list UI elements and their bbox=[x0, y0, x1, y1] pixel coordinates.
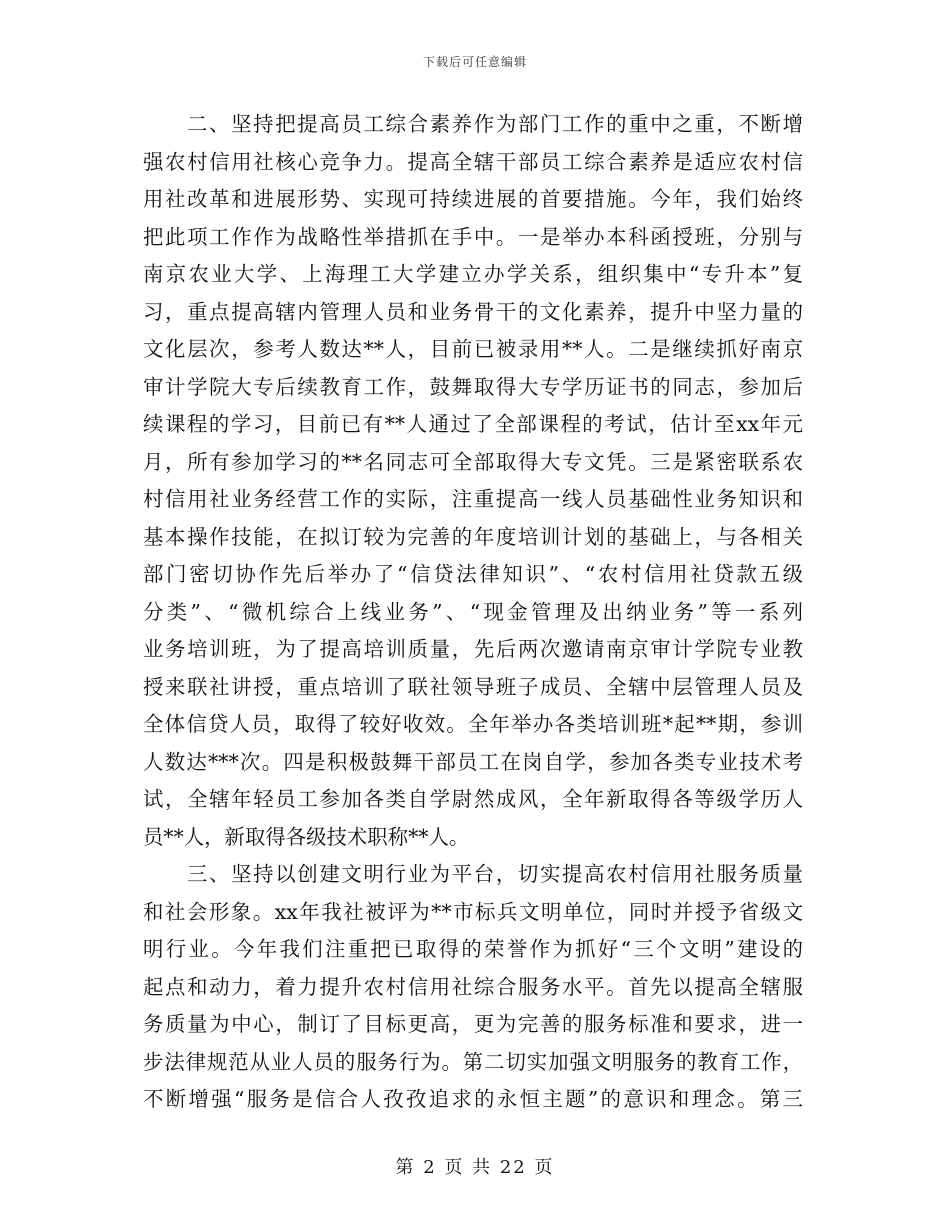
text-line: 南京农业大学、上海理工大学建立办学关系，组织集中“专升本”复 bbox=[143, 262, 803, 286]
text-line: 和社会形象。xx年我社被评为**市标兵文明单位，同时并授予省级文 bbox=[143, 899, 803, 924]
text-line: 村信用社业务经营工作的实际，注重提高一线人员基础性业务知识和 bbox=[143, 487, 803, 511]
paragraph-3 bbox=[143, 856, 803, 1119]
text-line: 步法律规范从业人员的服务行为。第二切实加强文明服务的教育工作， bbox=[143, 1049, 803, 1074]
page-number-footer: 第 2 页 共 22 页 bbox=[395, 1157, 555, 1178]
text-line: 不断增强“服务是信合人孜孜追求的永恒主题”的意识和理念。第三 bbox=[143, 1087, 803, 1111]
text-line: 人数达***次。四是积极鼓舞干部员工在岗自学，参加各类专业技术考 bbox=[143, 749, 803, 774]
text-line: 分类”、“微机综合上线业务”、“现金管理及出纳业务”等一系列 bbox=[143, 599, 803, 624]
text-line: 基本操作技能，在拟订较为完善的年度培训计划的基础上，与各相关 bbox=[143, 524, 803, 549]
text-line: 用社改革和进展形势、实现可持续进展的首要措施。今年，我们始终 bbox=[143, 187, 803, 211]
text-line: 务质量为中心，制订了目标更高，更为完善的服务标准和要求，进一 bbox=[143, 1012, 803, 1036]
text-line: 业务培训班，为了提高培训质量，先后两次邀请南京审计学院专业教 bbox=[143, 637, 803, 661]
text-line: 授来联社讲授，重点培训了联社领导班子成员、全辖中层管理人员及 bbox=[143, 674, 803, 699]
text-line: 明行业。今年我们注重把已取得的荣誉作为抓好“三个文明”建设的 bbox=[143, 937, 803, 961]
page-header-note: 下载后可任意编辑 bbox=[422, 55, 527, 69]
text-line: 习，重点提高辖内管理人员和业务骨干的文化素养，提升中坚力量的 bbox=[143, 299, 803, 324]
text-line: 续课程的学习，目前已有**人通过了全部课程的考试，估计至xx年元 bbox=[143, 412, 803, 436]
text-line: 员**人，新取得各级技术职称**人。 bbox=[143, 824, 470, 849]
text-line: 强农村信用社核心竞争力。提高全辖干部员工综合素养是适应农村信 bbox=[143, 149, 803, 174]
document-body bbox=[143, 106, 803, 1119]
text-line: 月，所有参加学习的**名同志可全部取得大专文凭。三是紧密联系农 bbox=[143, 449, 803, 474]
text-line: 审计学院大专后续教育工作，鼓舞取得大专学历证书的同志，参加后 bbox=[143, 374, 803, 399]
text-line: 把此项工作作为战略性举措抓在手中。一是举办本科函授班，分别与 bbox=[143, 224, 803, 249]
text-line: 文化层次，参考人数达**人，目前已被录用**人。二是继续抓好南京 bbox=[143, 337, 803, 361]
text-line: 部门密切协作先后举办了“信贷法律知识”、“农村信用社贷款五级 bbox=[143, 562, 803, 586]
text-line: 三、坚持以创建文明行业为平台，切实提高农村信用社服务质量 bbox=[187, 862, 803, 886]
text-line: 全体信贷人员，取得了较好收效。全年举办各类培训班*起**期，参训 bbox=[143, 712, 803, 736]
paragraph-2 bbox=[143, 106, 803, 856]
text-line: 试，全辖年轻员工参加各类自学尉然成风，全年新取得各等级学历人 bbox=[143, 787, 803, 811]
text-line: 起点和动力，着力提升农村信用社综合服务水平。首先以提高全辖服 bbox=[143, 974, 803, 999]
text-line: 二、坚持把提高员工综合素养作为部门工作的重中之重，不断增 bbox=[187, 112, 803, 136]
